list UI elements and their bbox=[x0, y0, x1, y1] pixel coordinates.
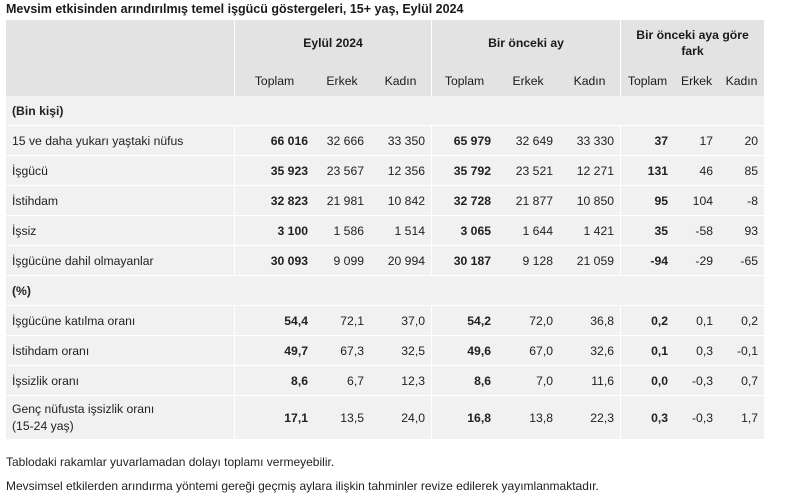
table-cell: 21 981 bbox=[314, 186, 370, 216]
table-cell: 0,2 bbox=[620, 306, 674, 336]
table-cell: -94 bbox=[620, 246, 674, 276]
table-cell: 0,7 bbox=[719, 366, 764, 396]
header-sub: Toplam bbox=[234, 66, 314, 96]
table-cell: 8,6 bbox=[431, 366, 497, 396]
table-cell: -29 bbox=[674, 246, 719, 276]
table-cell: 23 521 bbox=[497, 156, 559, 186]
table-cell: 16,8 bbox=[431, 396, 497, 440]
table-cell: 32 649 bbox=[497, 126, 559, 156]
table-row bbox=[6, 366, 764, 396]
table-cell: 17,1 bbox=[234, 396, 314, 440]
table-cell: 32,6 bbox=[559, 336, 620, 366]
table-cell: -0,1 bbox=[719, 336, 764, 366]
section-header-row bbox=[6, 276, 764, 306]
header-sub: Toplam bbox=[620, 66, 674, 96]
table-cell: 0,1 bbox=[620, 336, 674, 366]
row-label-text: Genç nüfusta işsizlik oranı bbox=[12, 401, 155, 416]
note-revision: Mevsimsel etkilerden arındırma yöntemi gereği geçmiş aylara ilişkin tahminler revize edilerek yayımlanmaktadır. bbox=[6, 479, 599, 493]
table-cell: 3 100 bbox=[234, 216, 314, 246]
table-cell: 33 350 bbox=[370, 126, 431, 156]
table-cell: 35 792 bbox=[431, 156, 497, 186]
table-cell: 20 994 bbox=[370, 246, 431, 276]
table-cell: 3 065 bbox=[431, 216, 497, 246]
table-row bbox=[6, 186, 764, 216]
row-label bbox=[6, 306, 234, 336]
table-cell: 131 bbox=[620, 156, 674, 186]
table-cell: -58 bbox=[674, 216, 719, 246]
header-sub: Kadın bbox=[719, 66, 764, 96]
row-label-text: İstihdam bbox=[12, 193, 59, 208]
header-sub-row bbox=[6, 66, 764, 96]
table-cell: 1 644 bbox=[497, 216, 559, 246]
table-cell: 13,5 bbox=[314, 396, 370, 440]
header-group-row bbox=[6, 20, 764, 66]
header-empty bbox=[6, 20, 234, 66]
table-cell: 12 356 bbox=[370, 156, 431, 186]
table-cell: 0,3 bbox=[674, 336, 719, 366]
table-cell: 37,0 bbox=[370, 306, 431, 336]
table-cell: 12,3 bbox=[370, 366, 431, 396]
table-cell: 35 923 bbox=[234, 156, 314, 186]
table-cell: 7,0 bbox=[497, 366, 559, 396]
table-cell: 21 877 bbox=[497, 186, 559, 216]
row-label bbox=[6, 366, 234, 396]
table-row bbox=[6, 306, 764, 336]
table-cell: 35 bbox=[620, 216, 674, 246]
table-cell: 1 421 bbox=[559, 216, 620, 246]
table-cell: 32 823 bbox=[234, 186, 314, 216]
labour-indicators-table bbox=[6, 20, 764, 440]
header-sub: Kadın bbox=[370, 66, 431, 96]
row-label-text: İşgücü bbox=[12, 163, 48, 178]
table-row bbox=[6, 396, 764, 440]
row-label bbox=[6, 246, 234, 276]
header-sub: Erkek bbox=[674, 66, 719, 96]
table-cell: 1 586 bbox=[314, 216, 370, 246]
table-cell: 20 bbox=[719, 126, 764, 156]
table-cell: 104 bbox=[674, 186, 719, 216]
header-group-current: Eylül 2024 bbox=[234, 20, 431, 66]
row-label-text: İstihdam oranı bbox=[12, 343, 90, 358]
table-cell: -0,3 bbox=[674, 366, 719, 396]
table-cell: 22,3 bbox=[559, 396, 620, 440]
table-cell: 17 bbox=[674, 126, 719, 156]
note-rounding: Tablodaki rakamlar yuvarlamadan dolayı toplamı vermeyebilir. bbox=[6, 455, 335, 469]
table-cell: 21 059 bbox=[559, 246, 620, 276]
table-cell: 72,0 bbox=[497, 306, 559, 336]
table-row bbox=[6, 336, 764, 366]
table-cell: 30 187 bbox=[431, 246, 497, 276]
section-header-row bbox=[6, 96, 764, 126]
table-cell: 1,7 bbox=[719, 396, 764, 440]
table-cell: 30 093 bbox=[234, 246, 314, 276]
table-cell: 67,0 bbox=[497, 336, 559, 366]
row-label-text: İşsizlik oranı bbox=[12, 373, 80, 388]
header-sub: Kadın bbox=[559, 66, 620, 96]
section-label: (Bin kişi) bbox=[6, 96, 764, 126]
table-cell: 46 bbox=[674, 156, 719, 186]
table-cell: 93 bbox=[719, 216, 764, 246]
table-cell: -65 bbox=[719, 246, 764, 276]
table-cell: 49,7 bbox=[234, 336, 314, 366]
row-label-subtext: (15-24 yaş) bbox=[12, 418, 74, 433]
table-cell: 0,1 bbox=[674, 306, 719, 336]
table-cell: 54,2 bbox=[431, 306, 497, 336]
table-cell: 13,8 bbox=[497, 396, 559, 440]
table-row bbox=[6, 246, 764, 276]
table-cell: 49,6 bbox=[431, 336, 497, 366]
header-group-difference: Bir önceki aya göre fark bbox=[620, 20, 764, 66]
table-cell: 10 850 bbox=[559, 186, 620, 216]
table-cell: 85 bbox=[719, 156, 764, 186]
table-cell: 37 bbox=[620, 126, 674, 156]
table-cell: 67,3 bbox=[314, 336, 370, 366]
table-cell: 32 728 bbox=[431, 186, 497, 216]
row-label bbox=[6, 336, 234, 366]
row-label bbox=[6, 396, 234, 440]
row-label-text: İşgücüne katılma oranı bbox=[12, 313, 136, 328]
table-body bbox=[6, 96, 764, 440]
row-label bbox=[6, 216, 234, 246]
table-cell: 10 842 bbox=[370, 186, 431, 216]
table-cell: 33 330 bbox=[559, 126, 620, 156]
table-cell: -8 bbox=[719, 186, 764, 216]
table-cell: 0,0 bbox=[620, 366, 674, 396]
row-label-text: 15 ve daha yukarı yaştaki nüfus bbox=[12, 133, 184, 148]
header-sub: Erkek bbox=[497, 66, 559, 96]
section-label: (%) bbox=[6, 276, 764, 306]
row-label-text: İşgücüne dahil olmayanlar bbox=[12, 253, 154, 268]
table-cell: 12 271 bbox=[559, 156, 620, 186]
row-label bbox=[6, 126, 234, 156]
table-cell: 23 567 bbox=[314, 156, 370, 186]
table-cell: 32 666 bbox=[314, 126, 370, 156]
table-cell: 0,2 bbox=[719, 306, 764, 336]
table-cell: 54,4 bbox=[234, 306, 314, 336]
table-cell: 9 128 bbox=[497, 246, 559, 276]
table-cell: 24,0 bbox=[370, 396, 431, 440]
table-cell: 72,1 bbox=[314, 306, 370, 336]
row-label bbox=[6, 156, 234, 186]
table-title: Mevsim etkisinden arındırılmış temel işgücü göstergeleri, 15+ yaş, Eylül 2024 bbox=[6, 2, 464, 16]
table-cell: 1 514 bbox=[370, 216, 431, 246]
table-cell: 0,3 bbox=[620, 396, 674, 440]
row-label bbox=[6, 186, 234, 216]
table-cell: -0,3 bbox=[674, 396, 719, 440]
header-empty bbox=[6, 66, 234, 96]
header-sub: Erkek bbox=[314, 66, 370, 96]
header-group-previous: Bir önceki ay bbox=[431, 20, 620, 66]
table-row bbox=[6, 156, 764, 186]
table-cell: 36,8 bbox=[559, 306, 620, 336]
table-row bbox=[6, 126, 764, 156]
table-cell: 9 099 bbox=[314, 246, 370, 276]
table-cell: 8,6 bbox=[234, 366, 314, 396]
table-cell: 6,7 bbox=[314, 366, 370, 396]
table-cell: 11,6 bbox=[559, 366, 620, 396]
table-cell: 65 979 bbox=[431, 126, 497, 156]
table-cell: 95 bbox=[620, 186, 674, 216]
table-cell: 66 016 bbox=[234, 126, 314, 156]
table-cell: 32,5 bbox=[370, 336, 431, 366]
row-label-text: İşsiz bbox=[12, 223, 37, 238]
table-row bbox=[6, 216, 764, 246]
header-sub: Toplam bbox=[431, 66, 497, 96]
